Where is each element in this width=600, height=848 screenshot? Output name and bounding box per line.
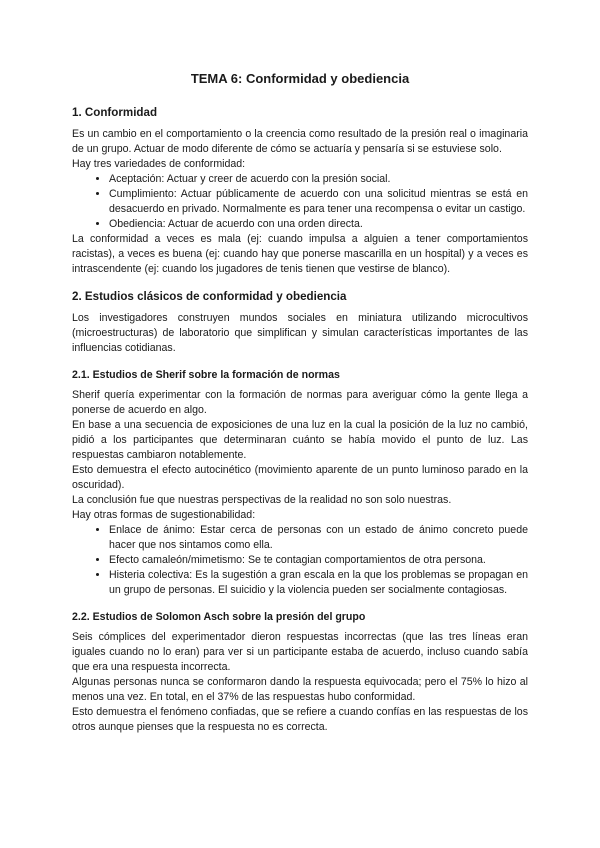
section-2-1-forms-lead: Hay otras formas de sugestionabilidad:: [72, 509, 256, 521]
section-2-heading: 2. Estudios clásicos de conformidad y obediencia: [72, 290, 347, 303]
list-item: • Obediencia: Actuar de acuerdo con una orden directa.: [109, 217, 528, 232]
section-2-1-paragraph: En base a una secuencia de exposiciones de una luz en la cual la posición de la luz no cambió, pidió a los participantes que determinaran cuánto se había movido el punto de luz. Las respuestas cambiaron notablemente.: [72, 419, 528, 461]
suggestibility-list: [72, 523, 528, 598]
section-2-1-paragraph: Sherif quería experimentar con la formación de normas para averiguar cómo la gente llega a ponerse de acuerdo en algo.: [72, 389, 528, 416]
list-item: • Enlace de ánimo: Estar cerca de personas con un estado de ánimo concreto puede hacer que nos sintamos como ella.: [109, 523, 528, 553]
section-2-2-paragraph: Algunas personas nunca se conformaron dando la respuesta equivocada; pero el 75% lo hizo al menos una vez. En total, en el 37% de las respuestas hubo conformidad.: [72, 676, 528, 703]
section-2-1-paragraph: La conclusión fue que nuestras perspectivas de la realidad no son solo nuestras.: [72, 494, 452, 506]
section-1-varieties-lead: Hay tres variedades de conformidad:: [72, 158, 246, 170]
section-2-intro: Los investigadores construyen mundos sociales en miniatura utilizando microcultivos (microestructuras) de laboratorio que simplifican y simulan características importantes de las influencias cotidianas.: [72, 312, 528, 354]
section-2-1-paragraph: Esto demuestra el efecto autocinético (movimiento aparente de un punto luminoso parado en la oscuridad).: [72, 464, 528, 491]
section-2-2-paragraph: Esto demuestra el fenómeno confiadas, que se refiere a cuando confías en las respuestas de los otros aunque pienses que la respuesta no es correcta.: [72, 706, 528, 733]
section-1-intro: Es un cambio en el comportamiento o la creencia como resultado de la presión real o imaginaria de un grupo. Actuar de modo diferente de cómo se actuaría y pensaría si se estuviese solo.: [72, 128, 528, 155]
section-2-2-heading: 2.2. Estudios de Solomon Asch sobre la presión del grupo: [72, 611, 366, 623]
document-title: TEMA 6: Conformidad y obediencia: [190, 71, 410, 86]
list-item: • Histeria colectiva: Es la sugestión a gran escala en la que los problemas se propagan en un grupo de personas. El suicidio y la violencia pueden ser socialmente contagiosas.: [109, 568, 528, 598]
section-2-1-heading: 2.1. Estudios de Sherif sobre la formación de normas: [72, 369, 340, 381]
varieties-list: [72, 172, 528, 232]
section-1-heading: 1. Conformidad: [72, 106, 158, 119]
list-item: • Efecto camaleón/mimetismo: Se te contagian comportamientos de otra persona.: [109, 553, 528, 568]
section-1-closing: La conformidad a veces es mala (ej: cuando impulsa a alguien a tener comportamientos racistas), a veces es buena (ej: cuando hay que ponerse mascarilla en un hospital) y a veces es intrascendente (ej: cuando los jugadores de tenis tienen que vestirse de blanco).: [72, 233, 528, 275]
list-item: • Cumplimiento: Actuar públicamente de acuerdo con una solicitud mientras se está en desacuerdo en privado. Normalmente es para tener una recompensa o evitar un castigo.: [109, 187, 528, 217]
document-content: [72, 70, 528, 735]
section-2-2-paragraph: Seis cómplices del experimentador dieron respuestas incorrectas (que las tres líneas eran iguales cuando no lo eran) para ver si un participante estaba de acuerdo, incluso cuando sabía que era una respuesta incorrecta.: [72, 631, 528, 673]
list-item: • Aceptación: Actuar y creer de acuerdo con la presión social.: [109, 172, 528, 187]
